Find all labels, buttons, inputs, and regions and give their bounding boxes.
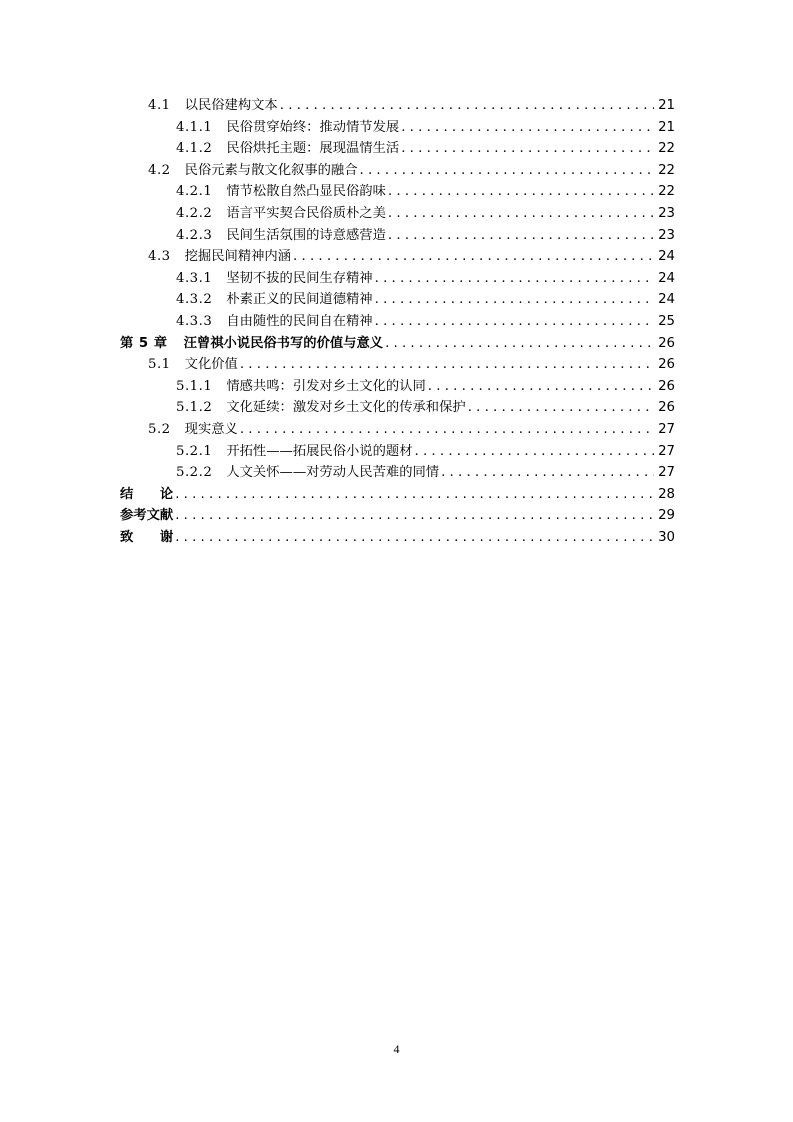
toc-entry[interactable]	[0, 117, 793, 139]
toc-dot-leader	[240, 354, 654, 376]
toc-entry-title: 民俗贯穿始终：推动情节发展	[226, 119, 400, 135]
toc-entry-page: 28	[658, 486, 675, 502]
toc-entry[interactable]	[0, 333, 793, 355]
toc-entry-page: 27	[658, 443, 675, 459]
toc-entry-number: 5.2.2	[176, 465, 213, 481]
toc-entry-title: 文化价值	[184, 357, 238, 373]
toc-entry-number: 4.3.1	[176, 270, 213, 286]
toc-entry[interactable]	[0, 289, 793, 311]
toc-entry-number: 4.2.3	[176, 227, 213, 243]
toc-entry-page: 26	[658, 378, 675, 394]
toc-entry-number: 5.1.1	[176, 378, 213, 394]
toc-dot-leader	[360, 160, 655, 182]
page-number: 4	[393, 1042, 400, 1056]
toc-entry-page: 21	[658, 98, 675, 113]
toc-entry[interactable]	[0, 354, 793, 376]
toc-entry-title: 现实意义	[184, 421, 238, 437]
toc-entry-number: 4.2.2	[176, 205, 213, 221]
toc-entry-number: 4.3	[148, 249, 171, 265]
toc-entry[interactable]	[0, 246, 793, 268]
toc-dot-leader	[175, 527, 654, 549]
toc-entry[interactable]	[0, 397, 793, 419]
toc-dot-leader	[175, 484, 654, 506]
toc-dot-leader	[468, 397, 654, 419]
toc-entry-number: 4.1.2	[176, 141, 213, 157]
toc-entry[interactable]	[0, 225, 793, 247]
toc-entry-number: 4.2.1	[176, 184, 213, 200]
toc-entry-title: 坚韧不拔的民间生存精神	[226, 270, 373, 286]
toc-entry-title: 结 论	[120, 486, 174, 502]
toc-dot-leader	[385, 333, 654, 355]
toc-entry-number: 5.2.1	[176, 443, 213, 459]
toc-dot-leader	[415, 441, 655, 463]
toc-entry-title: 致 谢	[120, 529, 174, 545]
toc-entry-title: 民俗烘托主题：展现温情生活	[226, 141, 400, 157]
toc-entry-page: 30	[658, 529, 675, 545]
toc-entry-page: 24	[658, 249, 675, 265]
toc-entry[interactable]	[0, 505, 793, 527]
toc-entry[interactable]	[0, 181, 793, 203]
toc-entry-number: 第 5 章	[120, 335, 168, 351]
toc-entry-page: 27	[658, 465, 675, 481]
toc-entry-title: 自由随性的民间自在精神	[226, 313, 373, 329]
toc-entry-page: 22	[658, 184, 675, 200]
toc-dot-leader	[240, 419, 654, 441]
toc-dot-leader	[388, 225, 654, 247]
toc-entry-page: 26	[658, 400, 675, 416]
toc-entry[interactable]	[0, 484, 793, 506]
toc-entry-page: 26	[658, 357, 675, 373]
toc-entry[interactable]	[0, 462, 793, 484]
toc-entry-title: 语言平实契合民俗质朴之美	[226, 205, 386, 221]
toc-dot-leader	[401, 138, 654, 160]
toc-entry-number: 5.1	[148, 357, 171, 373]
toc-entry[interactable]	[0, 268, 793, 290]
toc-entry-title: 汪曾祺小说民俗书写的价值与意义	[183, 335, 384, 351]
toc-entry-title: 参考文献	[120, 508, 174, 524]
toc-entry-title: 朴素正义的民间道德精神	[226, 292, 373, 308]
toc-entry-page: 22	[658, 141, 675, 157]
toc-dot-leader	[175, 505, 654, 527]
toc-entry-page: 21	[658, 119, 675, 135]
toc-entry[interactable]	[0, 311, 793, 333]
toc-entry-number: 4.1.1	[176, 119, 213, 135]
toc-entry[interactable]	[0, 138, 793, 160]
toc-entry-page: 23	[658, 227, 675, 243]
toc-entry[interactable]	[0, 160, 793, 182]
toc-entry-title: 民间生活氛围的诗意感营造	[226, 227, 386, 243]
toc-entry-page: 24	[658, 292, 675, 308]
toc-entry-title: 情感共鸣：引发对乡土文化的认同	[226, 378, 426, 394]
toc-entry[interactable]	[0, 376, 793, 398]
toc-entry-title: 开拓性——拓展民俗小说的题材	[226, 443, 413, 459]
toc-entry[interactable]	[0, 95, 793, 117]
toc-entry-page: 25	[658, 313, 675, 329]
toc-entry-number: 4.2	[148, 162, 171, 178]
toc-entry-title: 以民俗建构文本	[184, 98, 278, 113]
toc-entry-number: 4.3.2	[176, 292, 213, 308]
toc-entry[interactable]	[0, 419, 793, 441]
toc-dot-leader	[401, 117, 654, 139]
toc-entry-page: 29	[658, 508, 675, 524]
toc-entry-title: 情节松散自然凸显民俗韵味	[226, 184, 386, 200]
toc-entry-number: 4.3.3	[176, 313, 213, 329]
toc-dot-leader	[375, 311, 654, 333]
toc-entry-number: 4.1	[148, 98, 171, 113]
toc-entry-title: 民俗元素与散文化叙事的融合	[184, 162, 358, 178]
toc-dot-leader	[388, 203, 654, 225]
toc-entry-page: 27	[658, 421, 675, 437]
toc-dot-leader	[375, 289, 654, 311]
toc-entry-page: 26	[658, 335, 675, 351]
toc-entry-page: 24	[658, 270, 675, 286]
toc-dot-leader	[293, 246, 654, 268]
toc-entry-page: 22	[658, 162, 675, 178]
toc-entry-number: 5.2	[148, 421, 171, 437]
toc-entry-page: 23	[658, 205, 675, 221]
toc-entry[interactable]	[0, 527, 793, 549]
toc-dot-leader	[388, 181, 654, 203]
toc-dot-leader	[441, 462, 654, 484]
toc-entry[interactable]	[0, 203, 793, 225]
toc-entry-title: 人文关怀——对劳动人民苦难的同情	[226, 465, 440, 481]
toc-dot-leader	[428, 376, 654, 398]
toc-entry-title: 文化延续：激发对乡土文化的传承和保护	[226, 400, 466, 416]
toc-entry-title: 挖掘民间精神内涵	[184, 249, 292, 265]
toc-dot-leader	[375, 268, 654, 290]
table-of-contents	[0, 95, 793, 548]
toc-entry[interactable]	[0, 441, 793, 463]
toc-entry-number: 5.1.2	[176, 400, 213, 416]
toc-dot-leader	[280, 95, 654, 117]
